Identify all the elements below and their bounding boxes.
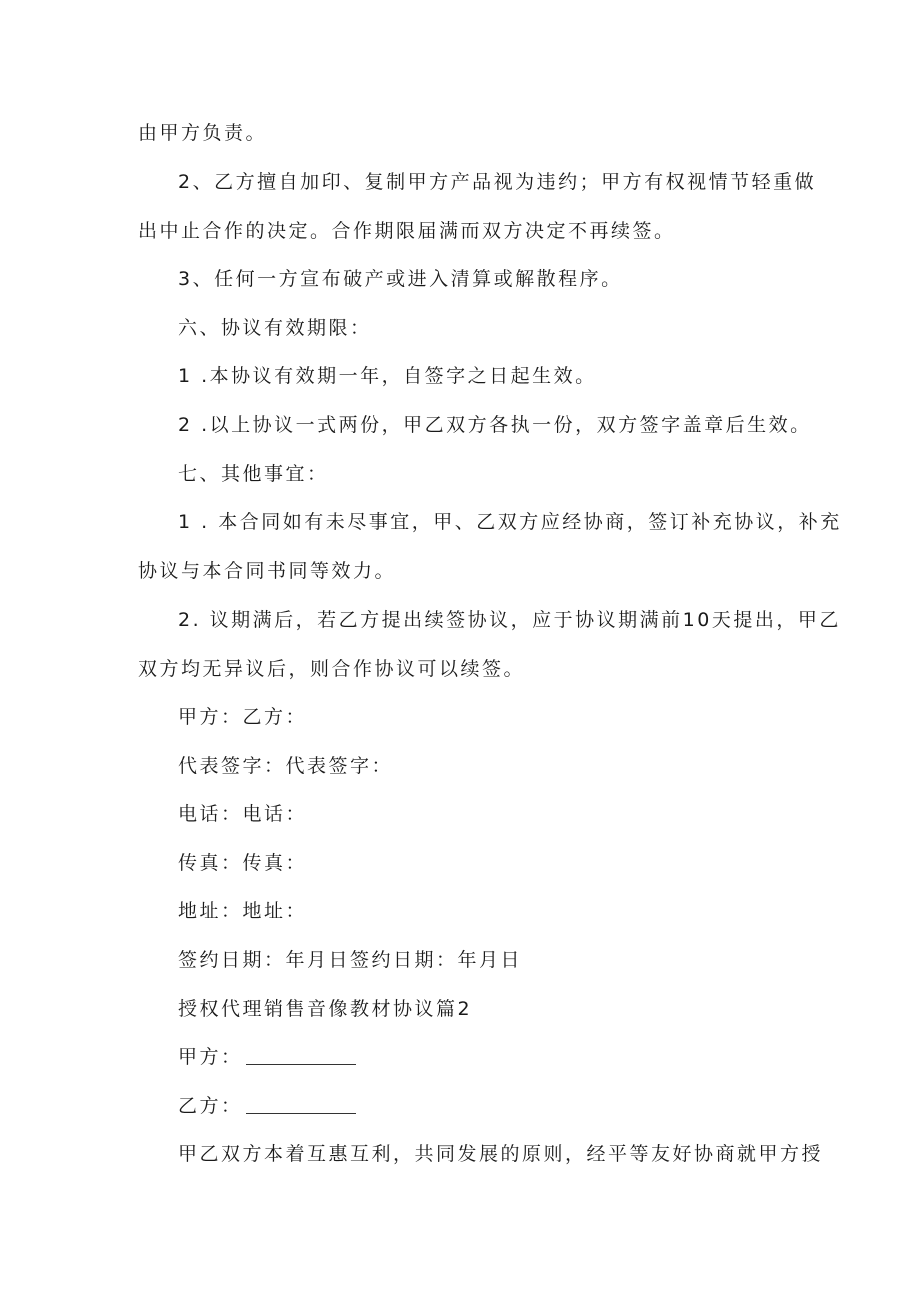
- signature-line: 代表签字：代表签字：: [178, 755, 394, 777]
- section-heading: 六、协议有效期限：: [178, 317, 372, 339]
- paragraph-line: 由甲方负责。: [138, 122, 268, 144]
- paragraph-line: 出中止合作的决定。合作期限届满而双方决定不再续签。: [138, 220, 676, 242]
- signature-line: 签约日期：年月日签约日期：年月日: [178, 949, 523, 971]
- party-a-label: 甲方：: [178, 1046, 243, 1068]
- document-subtitle: 授权代理销售音像教材协议篇2: [178, 998, 473, 1020]
- signature-line: 传真：传真：: [178, 852, 308, 874]
- party-a-blank: [246, 1064, 356, 1065]
- paragraph-line: 2. 议期满后，若乙方提出续签协议，应于协议期满前10天提出，甲乙: [178, 609, 841, 631]
- signature-line: 电话：电话：: [178, 803, 308, 825]
- paragraph-line: 1 .本协议有效期一年，自签字之日起生效。: [178, 365, 597, 387]
- signature-line: 地址：地址：: [178, 900, 308, 922]
- paragraph-line: 双方均无异议后，则合作协议可以续签。: [138, 658, 526, 680]
- party-b-label: 乙方：: [178, 1095, 243, 1117]
- paragraph-line: 甲乙双方本着互惠互利，共同发展的原则，经平等友好协商就甲方授: [178, 1143, 824, 1165]
- paragraph-line: 协议与本合同书同等效力。: [138, 560, 397, 582]
- paragraph-line: 2 .以上协议一式两份，甲乙双方各执一份，双方签字盖章后生效。: [178, 414, 812, 436]
- paragraph-line: 1 . 本合同如有未尽事宜，甲、乙双方应经协商，签订补充协议，补充: [178, 511, 842, 533]
- paragraph-line: 2、乙方擅自加印、复制甲方产品视为违约；甲方有权视情节轻重做: [178, 171, 817, 193]
- paragraph-line: 3、任何一方宣布破产或进入清算或解散程序。: [178, 268, 623, 290]
- signature-line: 甲方：乙方：: [178, 706, 308, 728]
- section-heading: 七、其他事宜：: [178, 463, 329, 485]
- party-b-blank: [246, 1113, 356, 1114]
